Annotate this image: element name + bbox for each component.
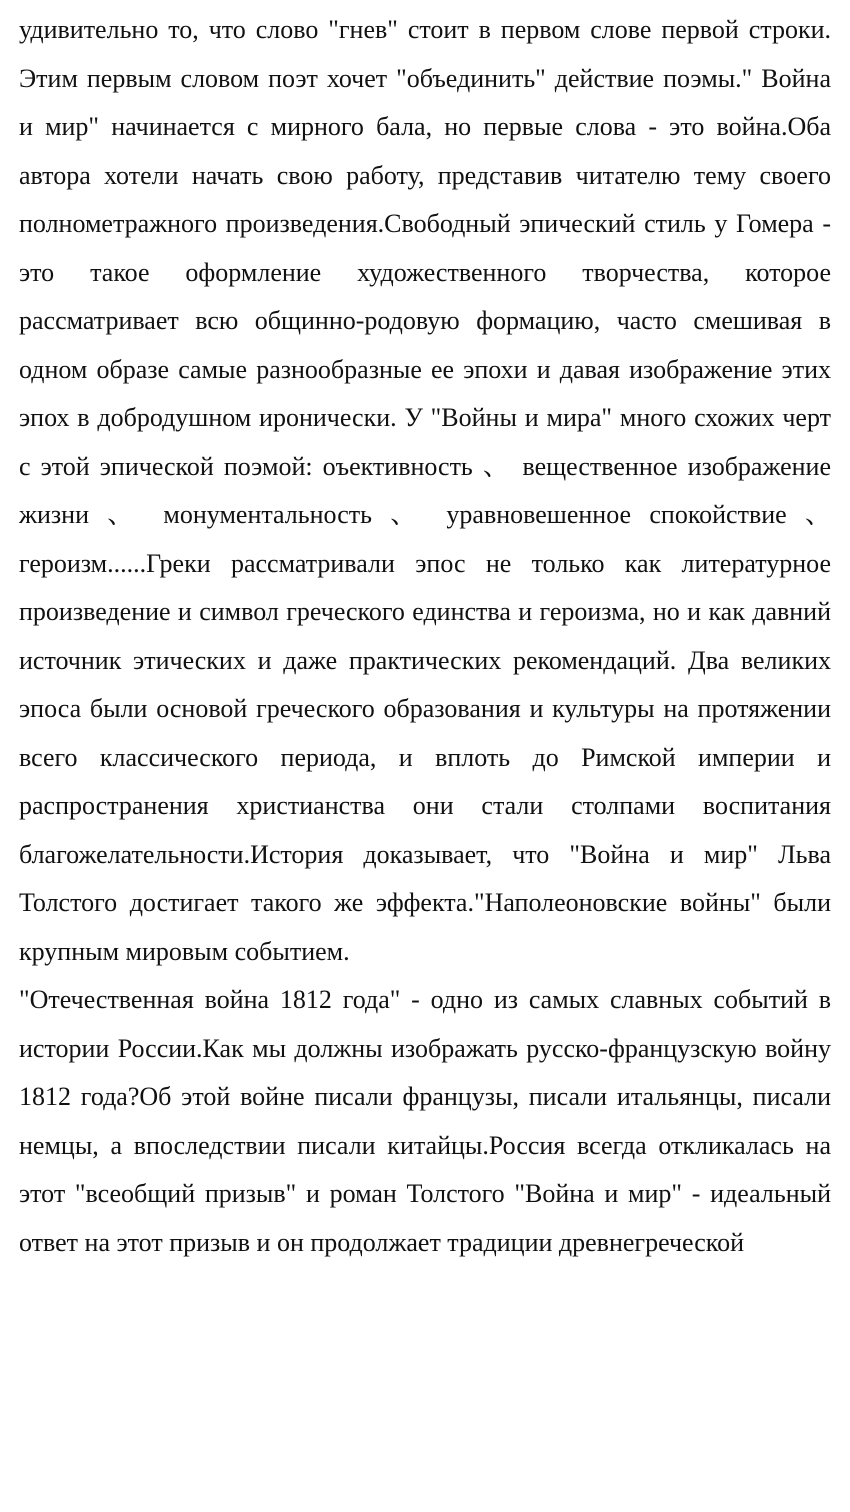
paragraph-1: удивительно то, что слово "гнев" стоит в первом слове первой строки. Этим первым словом поэт хочет "объединить" действие поэмы." Война и мир" начинается с мирного бала, но первые слова - это война.Оба автора хотели начать свою работу, представив читателю тему своего полнометражного произведения.Свободный эпический стиль у Гомера - это такое оформление художественного творчества, которое рассматривает всю общинно-родовую формацию, часто смешивая в одном образе самые разнообразные ее эпохи и давая изображение этих эпох в добродушном иронически. У "Войны и мира" много схожих черт с этой эпической поэмой: оъективность 、 вещественное изображение жизни 、 монументальность 、 уравновешенное спокойствие 、 героизм......Греки рассматривали эпос не только как литературное произведение и символ греческого единства и героизма, но и как давний источник этических и даже практических рекомендаций. Два великих эпоса были основой греческого образования и культуры на протяжении всего классического периода, и вплоть до Римской империи и распространения христианства они стали столпами воспитания благожелательности.История доказывает, что "Война и мир" Льва Толстого достигает такого же эффекта."Наполеоновские войны" были крупным мировым событием. [19, 15, 831, 966]
document-page [19, 6, 831, 1267]
paragraph-2: "Отечественная война 1812 года" - одно из самых славных событий в истории России.Как мы должны изображать русско-французскую войну 1812 года?Об этой войне писали французы, писали итальянцы, писали немцы, а впоследствии писали китайцы.Россия всегда откликалась на этот "всеобщий призыв" и роман Толстого "Война и мир" - идеальный ответ на этот призыв и он продолжает традиции древнегреческой [19, 985, 831, 1257]
